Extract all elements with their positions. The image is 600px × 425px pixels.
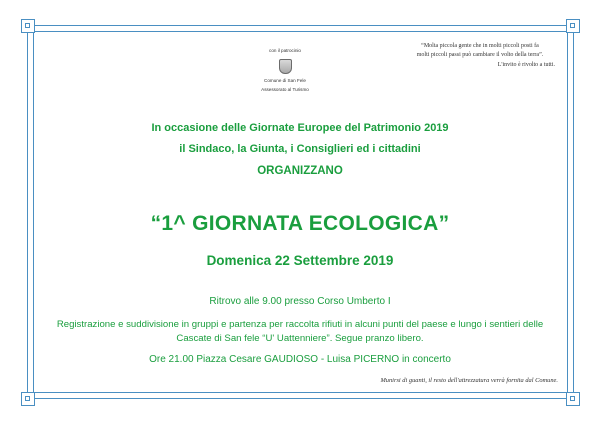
- intro-line-2: il Sindaco, la Giunta, i Consiglieri ed i cittadini: [179, 143, 421, 155]
- patronage-label: con il patrocinio: [269, 48, 301, 53]
- quote-line-1: “Molta piccola gente che in molti piccoli posti fa: [421, 43, 539, 49]
- corner-ornament-top-right: [566, 19, 580, 33]
- patronage-block: [245, 48, 325, 93]
- corner-ornament-bottom-right: [566, 392, 580, 406]
- activity-line-1: Registrazione e suddivisione in gruppi e partenza per raccolta rifiuti in alcuni punti del paese e lungo i sentieri delle: [56, 319, 544, 330]
- quote-line-2: molti piccoli passi può cambiare il volto della terra”.: [416, 52, 544, 59]
- event-title: “1^ GIORNATA ECOLOGICA”: [150, 212, 450, 235]
- quote-signoff: L'invito è rivolto a tutti.: [497, 61, 555, 68]
- meeting-info: Ritrovo alle 9.00 presso Corso Umberto I: [209, 296, 391, 307]
- corner-ornament-top-left: [21, 19, 35, 33]
- intro-organize: ORGANIZZANO: [257, 165, 343, 177]
- quote-block: [395, 42, 565, 70]
- municipal-crest-icon: [279, 59, 292, 74]
- concert-info: Ore 21.00 Piazza Cesare GAUDIOSO - Luisa PICERNO in concerto: [149, 354, 451, 365]
- activity-description: [30, 318, 570, 346]
- activity-line-2: Cascate di San fele “U' Uattenniere”. Segue pranzo libero.: [176, 332, 424, 344]
- event-date: Domenica 22 Settembre 2019: [206, 253, 394, 268]
- corner-ornament-bottom-left: [21, 392, 35, 406]
- equipment-note: Munirsi di guanti, il resto dell'attrezzatura verrà fornita dal Comune.: [380, 377, 558, 384]
- municipality-name: Comune di San Fele: [264, 77, 306, 83]
- department-name: Assessorato al Turismo: [261, 86, 309, 92]
- intro-line-1: In occasione delle Giornate Europee del Patrimonio 2019: [151, 122, 449, 134]
